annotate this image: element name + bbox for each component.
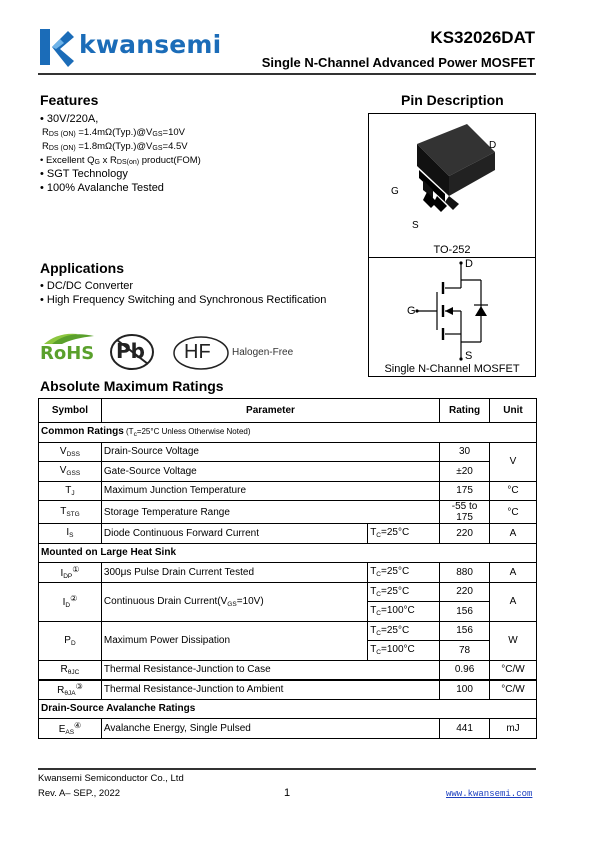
symbol-cell: $I_{DP}^①$ — [39, 563, 102, 583]
part-number: KS32026DAT — [430, 28, 535, 47]
rohs-logo — [38, 330, 98, 368]
feature-rdson-10v: RDS (ON) =1.4mΩ(Typ.)@VGS=10V — [42, 127, 185, 138]
table-row — [39, 462, 537, 482]
parameter-cell: 300μs Pulse Drain Current Tested — [101, 563, 367, 583]
condition-cell: $T_C=100^\circ C$ — [368, 641, 440, 661]
package-box — [368, 113, 536, 258]
rating-cell: 880 — [440, 563, 490, 583]
footer-revision: Rev. A– SEP., 2022 — [38, 788, 121, 799]
product-subtitle: Single N-Channel Advanced Power MOSFET — [261, 55, 535, 70]
common-ratings-title: Common Ratings ($T_c=25^\circ C$ Unless Otherwise Noted) — [39, 423, 537, 443]
table-row — [39, 719, 537, 739]
pin-g-label: G — [391, 186, 399, 197]
rating-cell: 441 — [440, 719, 490, 739]
rating-cell: 156 — [440, 621, 490, 641]
table-row — [39, 621, 537, 641]
pin-description-heading: Pin Description — [401, 92, 504, 108]
table-row — [39, 524, 537, 544]
feature-voltage-current: • 30V/220A, — [40, 113, 99, 125]
footer-company: Kwansemi Semiconductor Co., Ltd — [38, 773, 184, 784]
parameter-cell: Maximum Power Dissipation — [101, 621, 367, 660]
section-row-common — [39, 423, 537, 443]
symbol-cell: $V_{GSS}$ — [39, 462, 102, 482]
hf-text: HF — [184, 341, 211, 363]
pin-d-label: D — [489, 140, 497, 151]
unit-cell: °C/W — [490, 660, 537, 680]
application-item: • High Frequency Switching and Synchronous Rectification — [40, 294, 327, 306]
rohs-text: RoHS — [40, 343, 95, 364]
table-row — [39, 563, 537, 583]
table-row — [39, 481, 537, 501]
rating-cell: 100 — [440, 680, 490, 700]
company-logo — [38, 27, 222, 67]
features-heading: Features — [40, 92, 99, 108]
table-row — [39, 680, 537, 700]
col-rating: Rating — [440, 399, 490, 423]
avalanche-title: Drain-Source Avalanche Ratings — [39, 699, 537, 719]
feature-avalanche: • 100% Avalanche Tested — [40, 182, 164, 194]
ratings-heading: Absolute Maximum Ratings — [40, 378, 224, 394]
heatsink-title: Mounted on Large Heat Sink — [39, 543, 537, 563]
pin-s-label: S — [412, 220, 419, 231]
table-row — [39, 582, 537, 602]
table-row — [39, 501, 537, 524]
unit-cell: A — [490, 524, 537, 544]
rating-cell: 175 — [440, 481, 490, 501]
table-row — [39, 660, 537, 680]
unit-cell: W — [490, 621, 537, 660]
website-link[interactable]: www.kwansemi.com — [446, 789, 533, 799]
halogen-free-text: Halogen-Free — [232, 347, 294, 358]
col-unit: Unit — [490, 399, 537, 423]
symbol-cell: $T_{STG}$ — [39, 501, 102, 524]
rating-cell: 220 — [440, 582, 490, 602]
feature-fom: • Excellent QG x RDS(on) product(FOM) — [40, 155, 201, 166]
condition-cell: $T_C=100^\circ C$ — [368, 602, 440, 622]
parameter-cell: Thermal Resistance-Junction to Ambient — [101, 680, 439, 700]
lead-free-logo — [108, 333, 158, 371]
parameter-cell: Diode Continuous Forward Current — [101, 524, 367, 544]
halogen-free-logo — [172, 335, 300, 371]
parameter-cell: Continuous Drain $Current(V_{GS}=10V)$ — [101, 582, 367, 621]
unit-cell: A — [490, 582, 537, 621]
pb-text: Pb — [116, 339, 145, 363]
symbol-cell: $I_S$ — [39, 524, 102, 544]
ratings-table — [38, 398, 537, 739]
condition-cell: $T_C=25^\circ C$ — [368, 582, 440, 602]
condition-cell: $T_C=25^\circ C$ — [368, 524, 440, 544]
section-row-heatsink — [39, 543, 537, 563]
parameter-cell: Storage Temperature Range — [101, 501, 439, 524]
symbol-cell: $R_{\theta JC}$ — [39, 660, 102, 680]
unit-cell: °C/W — [490, 680, 537, 700]
feature-rdson-4v5: RDS (ON) =1.8mΩ(Typ.)@VGS=4.5V — [42, 141, 188, 152]
condition-cell: $T_C=25^\circ C$ — [368, 621, 440, 641]
brand-name: kwansemi — [79, 30, 222, 59]
header-divider — [38, 73, 536, 75]
unit-cell: A — [490, 563, 537, 583]
unit-cell: V — [490, 442, 537, 481]
rating-cell: -55 to 175 — [440, 501, 490, 524]
parameter-cell: Gate-Source Voltage — [101, 462, 439, 482]
section-row-avalanche — [39, 699, 537, 719]
parameter-cell: Thermal Resistance-Junction to Case — [101, 660, 439, 680]
parameter-cell: Maximum Junction Temperature — [101, 481, 439, 501]
rating-cell: 156 — [440, 602, 490, 622]
page-number: 1 — [284, 787, 291, 799]
symbol-caption: Single N-Channel MOSFET — [384, 363, 520, 375]
symbol-d-label: D — [465, 258, 473, 270]
application-item: • DC/DC Converter — [40, 280, 134, 292]
symbol-cell: $P_D$ — [39, 621, 102, 660]
feature-sgt: • SGT Technology — [40, 168, 128, 180]
rating-cell: ±20 — [440, 462, 490, 482]
symbol-s-label: S — [465, 350, 473, 362]
col-symbol: Symbol — [39, 399, 102, 423]
symbol-cell: $V_{DSS}$ — [39, 442, 102, 462]
applications-heading: Applications — [40, 260, 125, 276]
mosfet-symbol-box — [368, 257, 536, 377]
symbol-cell: $E_{AS}^④$ — [39, 719, 102, 739]
rating-cell: 0.96 — [440, 660, 490, 680]
rating-cell: 220 — [440, 524, 490, 544]
parameter-cell: Avalanche Energy, Single Pulsed — [101, 719, 439, 739]
symbol-g-label: G — [407, 305, 416, 317]
rating-cell: 30 — [440, 442, 490, 462]
parameter-cell: Drain-Source Voltage — [101, 442, 439, 462]
col-parameter: Parameter — [101, 399, 439, 423]
symbol-cell: $R_{\theta JA}^③$ — [39, 680, 102, 700]
symbol-cell: $I_D^②$ — [39, 582, 102, 621]
rating-cell: 78 — [440, 641, 490, 661]
table-header-row — [39, 399, 537, 423]
kwansemi-logo-mark-icon — [38, 27, 74, 67]
unit-cell: °C — [490, 481, 537, 501]
symbol-cell: $T_J$ — [39, 481, 102, 501]
condition-cell: $T_C=25^\circ C$ — [368, 563, 440, 583]
package-caption: TO-252 — [433, 244, 471, 256]
unit-cell: mJ — [490, 719, 537, 739]
unit-cell: °C — [490, 501, 537, 524]
footer-divider — [38, 768, 536, 770]
table-row — [39, 442, 537, 462]
